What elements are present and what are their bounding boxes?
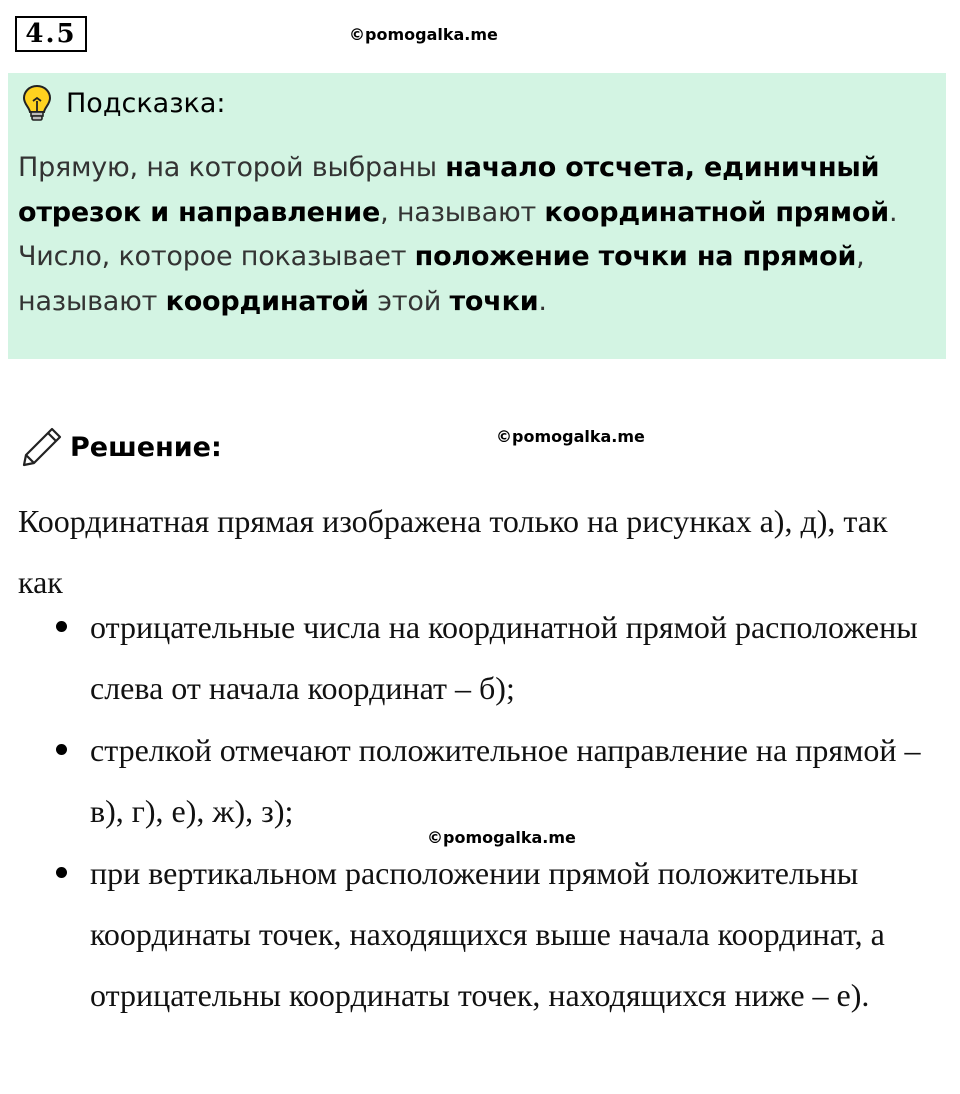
bullet-text: стрелкой отмечают положительное направление на прямой – в), г), е), ж), з); (90, 732, 921, 829)
bullet-dot (56, 621, 67, 632)
hint-text-part: начало отсчета, единичный отрезок и направление (18, 152, 880, 228)
watermark: ©pomogalka.me (427, 828, 576, 847)
bullet-dot (56, 744, 67, 755)
pencil-icon (20, 425, 64, 469)
bullet-dot (56, 867, 67, 878)
watermark: ©pomogalka.me (349, 25, 498, 44)
list-item (0, 843, 960, 1026)
list-item (0, 597, 960, 719)
hint-text-part: точки (449, 285, 539, 317)
solution-bullet-list (0, 597, 960, 1027)
hint-text-part: координатной прямой (544, 196, 889, 228)
solution-intro: Координатная прямая изображена только на рисунках а), д), так как (18, 503, 888, 600)
lightbulb-icon (22, 84, 52, 122)
task-number: 4.5 (15, 16, 87, 52)
hint-text-part: , называют (380, 196, 545, 228)
hint-text-part: . Число, которое показывает (18, 196, 898, 272)
list-item (0, 720, 960, 842)
hint-text-part: координатой (165, 285, 369, 317)
hint-text-part: этой (368, 285, 450, 317)
watermark: ©pomogalka.me (496, 427, 645, 446)
hint-text-part: . (538, 285, 547, 317)
hint-text-part: положение точки на прямой (414, 241, 857, 272)
hint-text-part: Прямую, на которой выбраны (18, 152, 446, 183)
bullet-text: отрицательные числа на координатной прямой расположены слева от начала координат – б); (90, 609, 918, 706)
hint-title: Подсказка: (66, 88, 226, 119)
solution-title: Решение: (70, 432, 222, 463)
hint-text (18, 146, 938, 324)
bullet-text: при вертикальном расположении прямой положительны координаты точек, находящихся выше начала координат, а отрицательны координаты точек, находящихся ниже – е). (90, 855, 885, 1013)
hint-text-part: , называют (18, 241, 865, 317)
